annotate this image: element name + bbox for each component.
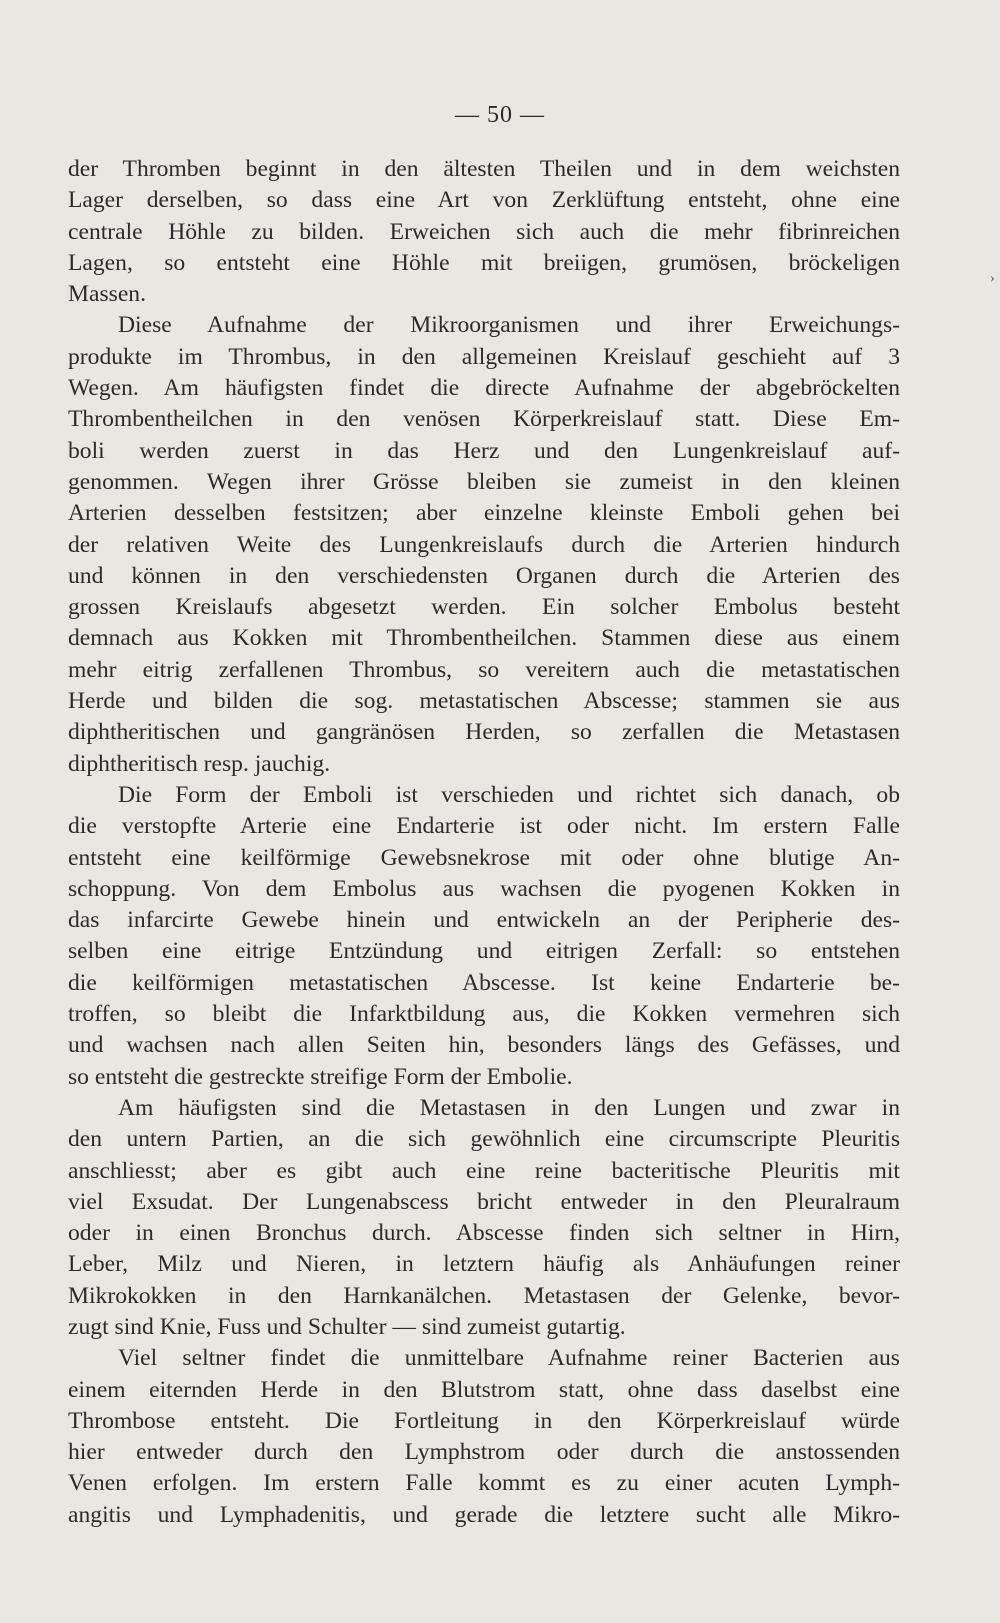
text-line: Venen erfolgen. Im erstern Falle kommt es zu einer acuten Lymph- bbox=[68, 1470, 900, 1497]
text-line: Mikrokokken in den Harnkanälchen. Metastasen der Gelenke, bevor- bbox=[68, 1282, 900, 1309]
text-line: angitis und Lymphadenitis, und gerade die letztere sucht alle Mikro- bbox=[68, 1501, 900, 1528]
text-line: viel Exsudat. Der Lungenabscess bricht entweder in den Pleuralraum bbox=[68, 1188, 900, 1215]
text-line: zugt sind Knie, Fuss und Schulter — sind zumeist gutartig. bbox=[68, 1313, 626, 1340]
text-line: Wegen. Am häufigsten findet die directe Aufnahme der abgebröckelten bbox=[68, 375, 900, 402]
text-line: grossen Kreislaufs abgesetzt werden. Ein solcher Embolus besteht bbox=[68, 594, 900, 621]
text-line: das infarcirte Gewebe hinein und entwickeln an der Peripherie des- bbox=[68, 907, 900, 934]
text-line: Diese Aufnahme der Mikroorganismen und ihrer Erweichungs- bbox=[118, 312, 900, 339]
text-line: entsteht eine keilförmige Gewebsnekrose mit oder ohne blutige An- bbox=[68, 844, 900, 871]
text-line: die verstopfte Arterie eine Endarterie ist oder nicht. Im erstern Falle bbox=[68, 813, 900, 840]
paragraph bbox=[68, 310, 900, 779]
text-line: centrale Höhle zu bilden. Erweichen sich auch die mehr fibrinreichen bbox=[68, 218, 900, 245]
text-line: selben eine eitrige Entzündung und eitrigen Zerfall: so entstehen bbox=[68, 938, 900, 965]
text-line: Massen. bbox=[68, 281, 146, 308]
text-line: Die Form der Emboli ist verschieden und richtet sich danach, ob bbox=[118, 781, 900, 808]
text-line: Lagen, so entsteht eine Höhle mit breiigen, grumösen, bröckeligen bbox=[68, 249, 900, 276]
text-line: Arterien desselben festsitzen; aber einzelne kleinste Emboli gehen bei bbox=[68, 500, 900, 527]
paragraph bbox=[68, 780, 900, 1093]
text-line: der relativen Weite des Lungenkreislaufs durch die Arterien hindurch bbox=[68, 531, 900, 558]
text-line: diphtheritischen und gangränösen Herden, so zerfallen die Metastasen bbox=[68, 719, 900, 746]
paragraph bbox=[68, 154, 900, 310]
text-line: demnach aus Kokken mit Thrombentheilchen. Stammen diese aus einem bbox=[68, 625, 900, 652]
paragraph bbox=[68, 1093, 900, 1343]
text-line: die keilförmigen metastatischen Abscesse. Ist keine Endarterie be- bbox=[68, 969, 900, 996]
text-line: genommen. Wegen ihrer Grösse bleiben sie zumeist in den kleinen bbox=[68, 468, 900, 495]
text-line: Thrombose entsteht. Die Fortleitung in den Körperkreislauf würde bbox=[68, 1407, 900, 1434]
text-line: Viel seltner findet die unmittelbare Aufnahme reiner Bacterien aus bbox=[118, 1345, 900, 1372]
text-line: hier entweder durch den Lymphstrom oder durch die anstossenden bbox=[68, 1439, 900, 1466]
text-line: Leber, Milz und Nieren, in letztern häufig als Anhäufungen reiner bbox=[68, 1251, 900, 1278]
text-line: einem eiternden Herde in den Blutstrom statt, ohne dass daselbst eine bbox=[68, 1376, 900, 1403]
text-line: Herde und bilden die sog. metastatischen Abscesse; stammen sie aus bbox=[68, 688, 900, 715]
edge-mark-icon: › bbox=[990, 271, 995, 286]
text-line: und können in den verschiedensten Organen durch die Arterien des bbox=[68, 562, 900, 589]
text-line: und wachsen nach allen Seiten hin, besonders längs des Gefässes, und bbox=[68, 1032, 900, 1059]
text-line: diphtheritisch resp. jauchig. bbox=[68, 750, 331, 777]
body-text bbox=[68, 154, 900, 1531]
text-line: oder in einen Bronchus durch. Abscesse finden sich seltner in Hirn, bbox=[68, 1220, 900, 1247]
text-line: anschliesst; aber es gibt auch eine reine bacteritische Pleuritis mit bbox=[68, 1157, 900, 1184]
text-line: Am häufigsten sind die Metastasen in den Lungen und zwar in bbox=[118, 1094, 900, 1121]
paragraph bbox=[68, 1343, 900, 1531]
text-line: der Thromben beginnt in den ältesten Theilen und in dem weichsten bbox=[68, 156, 900, 182]
page-number: — 50 — bbox=[455, 102, 545, 128]
text-line: produkte im Thrombus, in den allgemeinen Kreislauf geschieht auf 3 bbox=[68, 343, 900, 370]
text-line: so entsteht die gestreckte streifige Form der Embolie. bbox=[68, 1063, 573, 1090]
text-line: schoppung. Von dem Embolus aus wachsen die pyogenen Kokken in bbox=[68, 875, 900, 902]
text-line: Lager derselben, so dass eine Art von Zerklüftung entsteht, ohne eine bbox=[68, 187, 900, 214]
text-line: boli werden zuerst in das Herz und den Lungenkreislauf auf- bbox=[68, 437, 900, 464]
text-line: Thrombentheilchen in den venösen Körperkreislauf statt. Diese Em- bbox=[68, 406, 900, 433]
text-line: mehr eitrig zerfallenen Thrombus, so vereitern auch die metastatischen bbox=[68, 656, 900, 683]
text-line: troffen, so bleibt die Infarktbildung aus, die Kokken vermehren sich bbox=[68, 1001, 900, 1028]
text-line: den untern Partien, an die sich gewöhnlich eine circumscripte Pleuritis bbox=[68, 1126, 900, 1153]
